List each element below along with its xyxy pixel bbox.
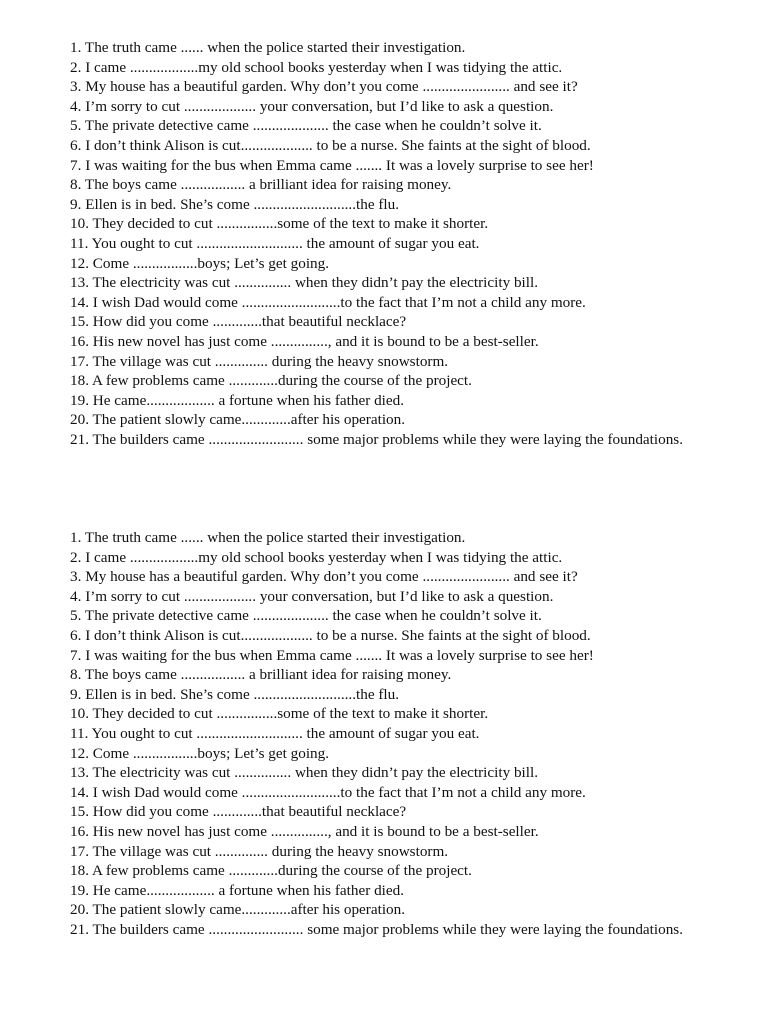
sentence-20: 20. The patient slowly came.............after his operation.: [70, 901, 406, 919]
sentence-21: 21. The builders came ......................... some major problems while they were laying the foundations.: [70, 430, 683, 448]
sentence-2: 2. I came ..................my old school books yesterday when I was tidying the attic.: [70, 58, 563, 76]
sentence-1: 1. The truth came ...... when the police started their investigation.: [70, 529, 466, 546]
sentence-16: 16. His new novel has just come ..............., and it is bound to be a best-seller.: [70, 332, 539, 350]
sentence-1: 1. The truth came ...... when the police started their investigation.: [70, 39, 466, 56]
sentence-4: 4. I’m sorry to cut ................... your conversation, but I’d like to ask a question.: [70, 97, 554, 115]
sentence-9: 9. Ellen is in bed. She’s come ...........................the flu.: [70, 195, 400, 213]
sentence-11: 11. You ought to cut ............................ the amount of sugar you eat.: [70, 234, 480, 252]
sentence-11: 11. You ought to cut ............................ the amount of sugar you eat.: [70, 724, 480, 742]
sentence-19: 19. He came.................. a fortune when his father died.: [70, 881, 405, 899]
sentence-3: 3. My house has a beautiful garden. Why don’t you come ....................... and see it?: [70, 78, 578, 96]
sentence-12: 12. Come .................boys; Let’s get going.: [70, 744, 330, 762]
sentence-6: 6. I don’t think Alison is cut................... to be a nurse. She faints at the sight of blood.: [70, 136, 591, 154]
sentence-8: 8. The boys came ................. a brilliant idea for raising money.: [70, 176, 452, 194]
sentence-4: 4. I’m sorry to cut ................... your conversation, but I’d like to ask a question.: [70, 587, 554, 605]
sentence-13: 13. The electricity was cut ............... when they didn’t pay the electricity bill.: [70, 764, 539, 782]
sentence-12: 12. Come .................boys; Let’s get going.: [70, 254, 330, 272]
sentence-14: 14. I wish Dad would come ..........................to the fact that I’m not a child any more.: [70, 783, 586, 801]
sentence-2: 2. I came ..................my old school books yesterday when I was tidying the attic.: [70, 548, 563, 566]
sentence-3: 3. My house has a beautiful garden. Why don’t you come ....................... and see it?: [70, 568, 578, 586]
sentence-21: 21. The builders came ......................... some major problems while they were laying the foundations.: [70, 920, 683, 938]
sentence-7: 7. I was waiting for the bus when Emma came ....... It was a lovely surprise to see her!: [70, 156, 594, 174]
sentence-7: 7. I was waiting for the bus when Emma came ....... It was a lovely surprise to see her!: [70, 646, 594, 664]
exercise-block-2: [70, 528, 706, 939]
sentence-15: 15. How did you come .............that beautiful necklace?: [70, 803, 407, 821]
sentence-9: 9. Ellen is in bed. She’s come ...........................the flu.: [70, 685, 400, 703]
sentence-17: 17. The village was cut .............. during the heavy snowstorm.: [70, 842, 449, 860]
sentence-16: 16. His new novel has just come ..............., and it is bound to be a best-seller.: [70, 822, 539, 840]
sentence-13: 13. The electricity was cut ............... when they didn’t pay the electricity bill.: [70, 274, 539, 292]
sentence-10: 10. They decided to cut ................some of the text to make it shorter.: [70, 215, 489, 233]
sentence-8: 8. The boys came ................. a brilliant idea for raising money.: [70, 666, 452, 684]
sentence-14: 14. I wish Dad would come ..........................to the fact that I’m not a child any more.: [70, 293, 586, 311]
exercise-block-1: [70, 38, 706, 449]
sentence-18: 18. A few problems came .............during the course of the project.: [70, 372, 472, 390]
sentence-6: 6. I don’t think Alison is cut................... to be a nurse. She faints at the sight of blood.: [70, 626, 591, 644]
sentence-5: 5. The private detective came .................... the case when he couldn’t solve it.: [70, 607, 542, 625]
sentence-18: 18. A few problems came .............during the course of the project.: [70, 862, 472, 880]
sentence-19: 19. He came.................. a fortune when his father died.: [70, 391, 405, 409]
sentence-5: 5. The private detective came .................... the case when he couldn’t solve it.: [70, 117, 542, 135]
sentence-15: 15. How did you come .............that beautiful necklace?: [70, 313, 407, 331]
sentence-17: 17. The village was cut .............. during the heavy snowstorm.: [70, 352, 449, 370]
sentence-20: 20. The patient slowly came.............after his operation.: [70, 411, 406, 429]
sentence-10: 10. They decided to cut ................some of the text to make it shorter.: [70, 705, 489, 723]
